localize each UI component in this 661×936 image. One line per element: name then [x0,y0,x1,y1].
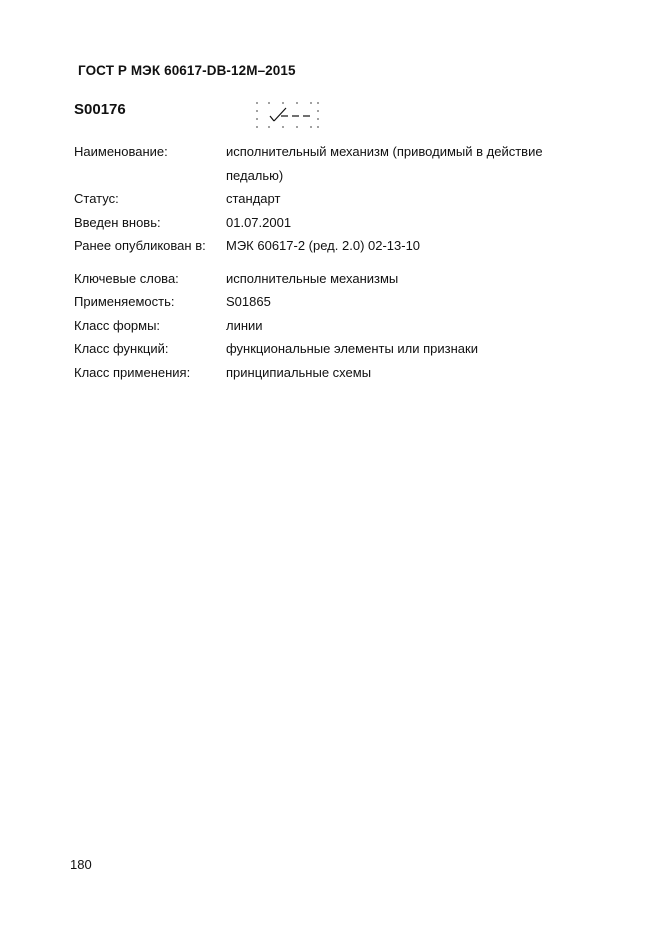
field-keywords-row [74,267,594,291]
field-label: Применяемость: [74,294,175,309]
field-shape-class-row [74,314,594,338]
field-value: 01.07.2001 [226,214,292,230]
field-value: МЭК 60617-2 (ред. 2.0) 02-13-10 [226,238,421,253]
field-published-row [74,234,594,258]
field-label: Статус: [74,191,119,206]
field-label: Ранее опубликован в: [74,238,206,253]
pedal-actuator-symbol-icon [254,100,322,130]
field-label: Класс функций: [74,341,169,356]
group-spacer [74,258,594,267]
field-label: Введен вновь: [74,214,161,230]
field-label: Наименование: [74,144,168,159]
field-label: Ключевые слова: [74,270,179,286]
field-value: S01865 [226,294,271,309]
field-name-row [74,140,594,187]
symbol-code: S00176 [74,101,126,118]
field-application-class-row [74,361,594,385]
field-value: исполнительные механизмы [226,270,399,286]
field-introduced-row [74,211,594,235]
page-number: 180 [70,857,92,872]
field-value: стандарт [226,191,281,206]
field-value: исполнительный механизм (приводимый в действие педалью) [226,144,543,183]
field-status-row [74,187,594,211]
document-header: ГОСТ Р МЭК 60617-DB-12M–2015 [78,63,296,78]
field-value: линии [226,317,263,333]
field-label: Класс применения: [74,364,191,380]
attributes-table [74,140,594,384]
field-label: Класс формы: [74,317,161,333]
field-value: функциональные элементы или признаки [226,341,478,356]
field-value: принципиальные схемы [226,364,372,380]
field-function-class-row [74,337,594,361]
field-applicability-row [74,290,594,314]
